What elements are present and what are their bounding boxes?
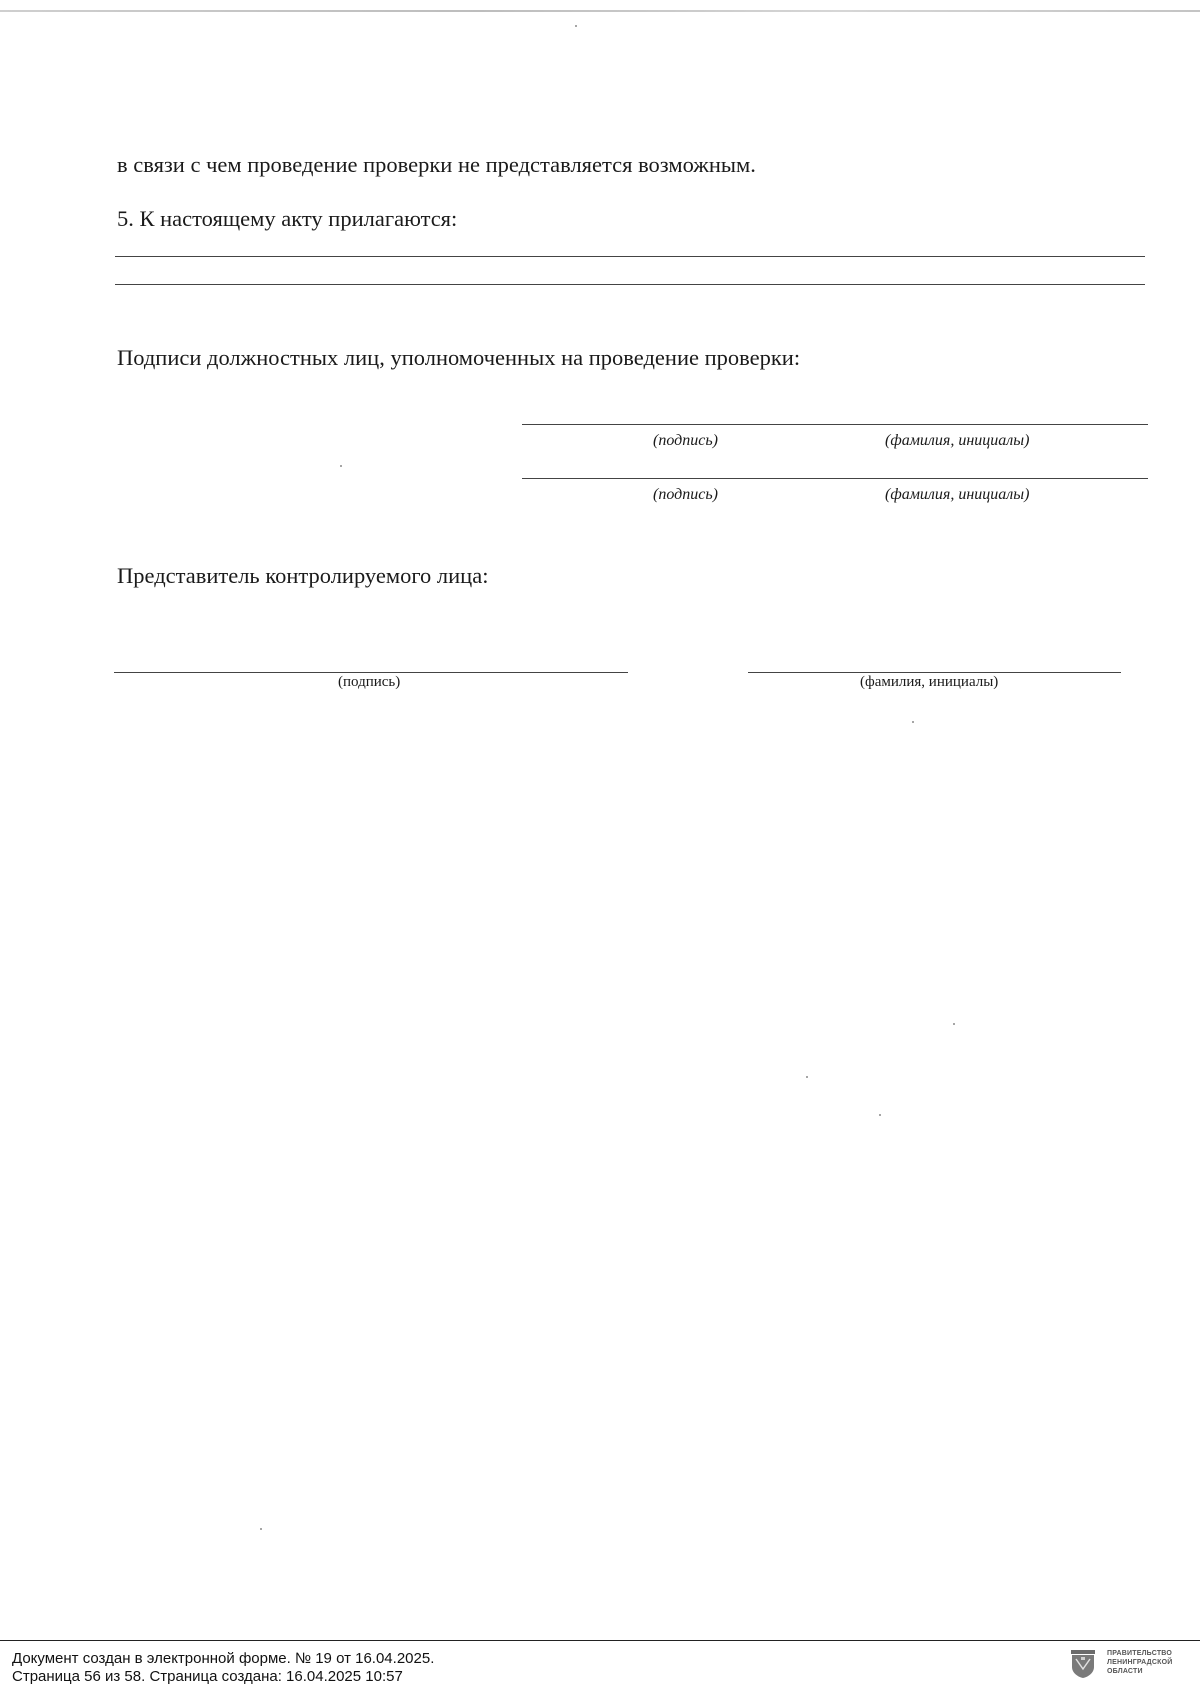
official-1-signature-line (522, 424, 1148, 425)
scan-speck (575, 25, 577, 27)
scan-speck (879, 1114, 881, 1116)
gov-name-line: ПРАВИТЕЛЬСТВО (1107, 1650, 1173, 1657)
official-2-signature-line (522, 478, 1148, 479)
document-footer (0, 1640, 1200, 1699)
representative-name-line (748, 672, 1121, 673)
representative-name-caption: (фамилия, инициалы) (860, 674, 999, 690)
scan-speck (260, 1528, 262, 1530)
official-2-name-caption: (фамилия, инициалы) (885, 486, 1030, 503)
footer-created-line: Документ создан в электронной форме. № 19 от 16.04.2025. (12, 1650, 435, 1667)
government-name-logo-text (1107, 1649, 1197, 1676)
gov-name-line: ОБЛАСТИ (1107, 1668, 1143, 1675)
scan-edge-line (0, 10, 1200, 12)
attachments-line-2 (115, 284, 1145, 285)
scan-speck (806, 1076, 808, 1078)
official-1-name-caption: (фамилия, инициалы) (885, 432, 1030, 449)
attachments-line-1 (115, 256, 1145, 257)
officials-signatures-heading: Подписи должностных лиц, уполномоченных на проведение проверки: (117, 345, 801, 370)
scan-speck (340, 465, 342, 467)
official-2-signature-caption: (подпись) (653, 486, 718, 503)
representative-signature-caption: (подпись) (338, 674, 401, 690)
official-1-signature-caption: (подпись) (653, 432, 718, 449)
representative-signature-line (114, 672, 628, 673)
representative-heading: Представитель контролируемого лица: (117, 563, 489, 588)
gov-name-line: ЛЕНИНГРАДСКОЙ (1107, 1659, 1173, 1666)
attachments-heading: 5. К настоящему акту прилагаются: (117, 206, 458, 231)
scan-speck (912, 721, 914, 723)
scan-speck (953, 1023, 955, 1025)
coat-of-arms-icon (1070, 1649, 1096, 1679)
footer-page-line: Страница 56 из 58. Страница создана: 16.04.2025 10:57 (12, 1668, 403, 1685)
text-line-no-inspection: в связи с чем проведение проверки не представляется возможным. (117, 152, 756, 177)
